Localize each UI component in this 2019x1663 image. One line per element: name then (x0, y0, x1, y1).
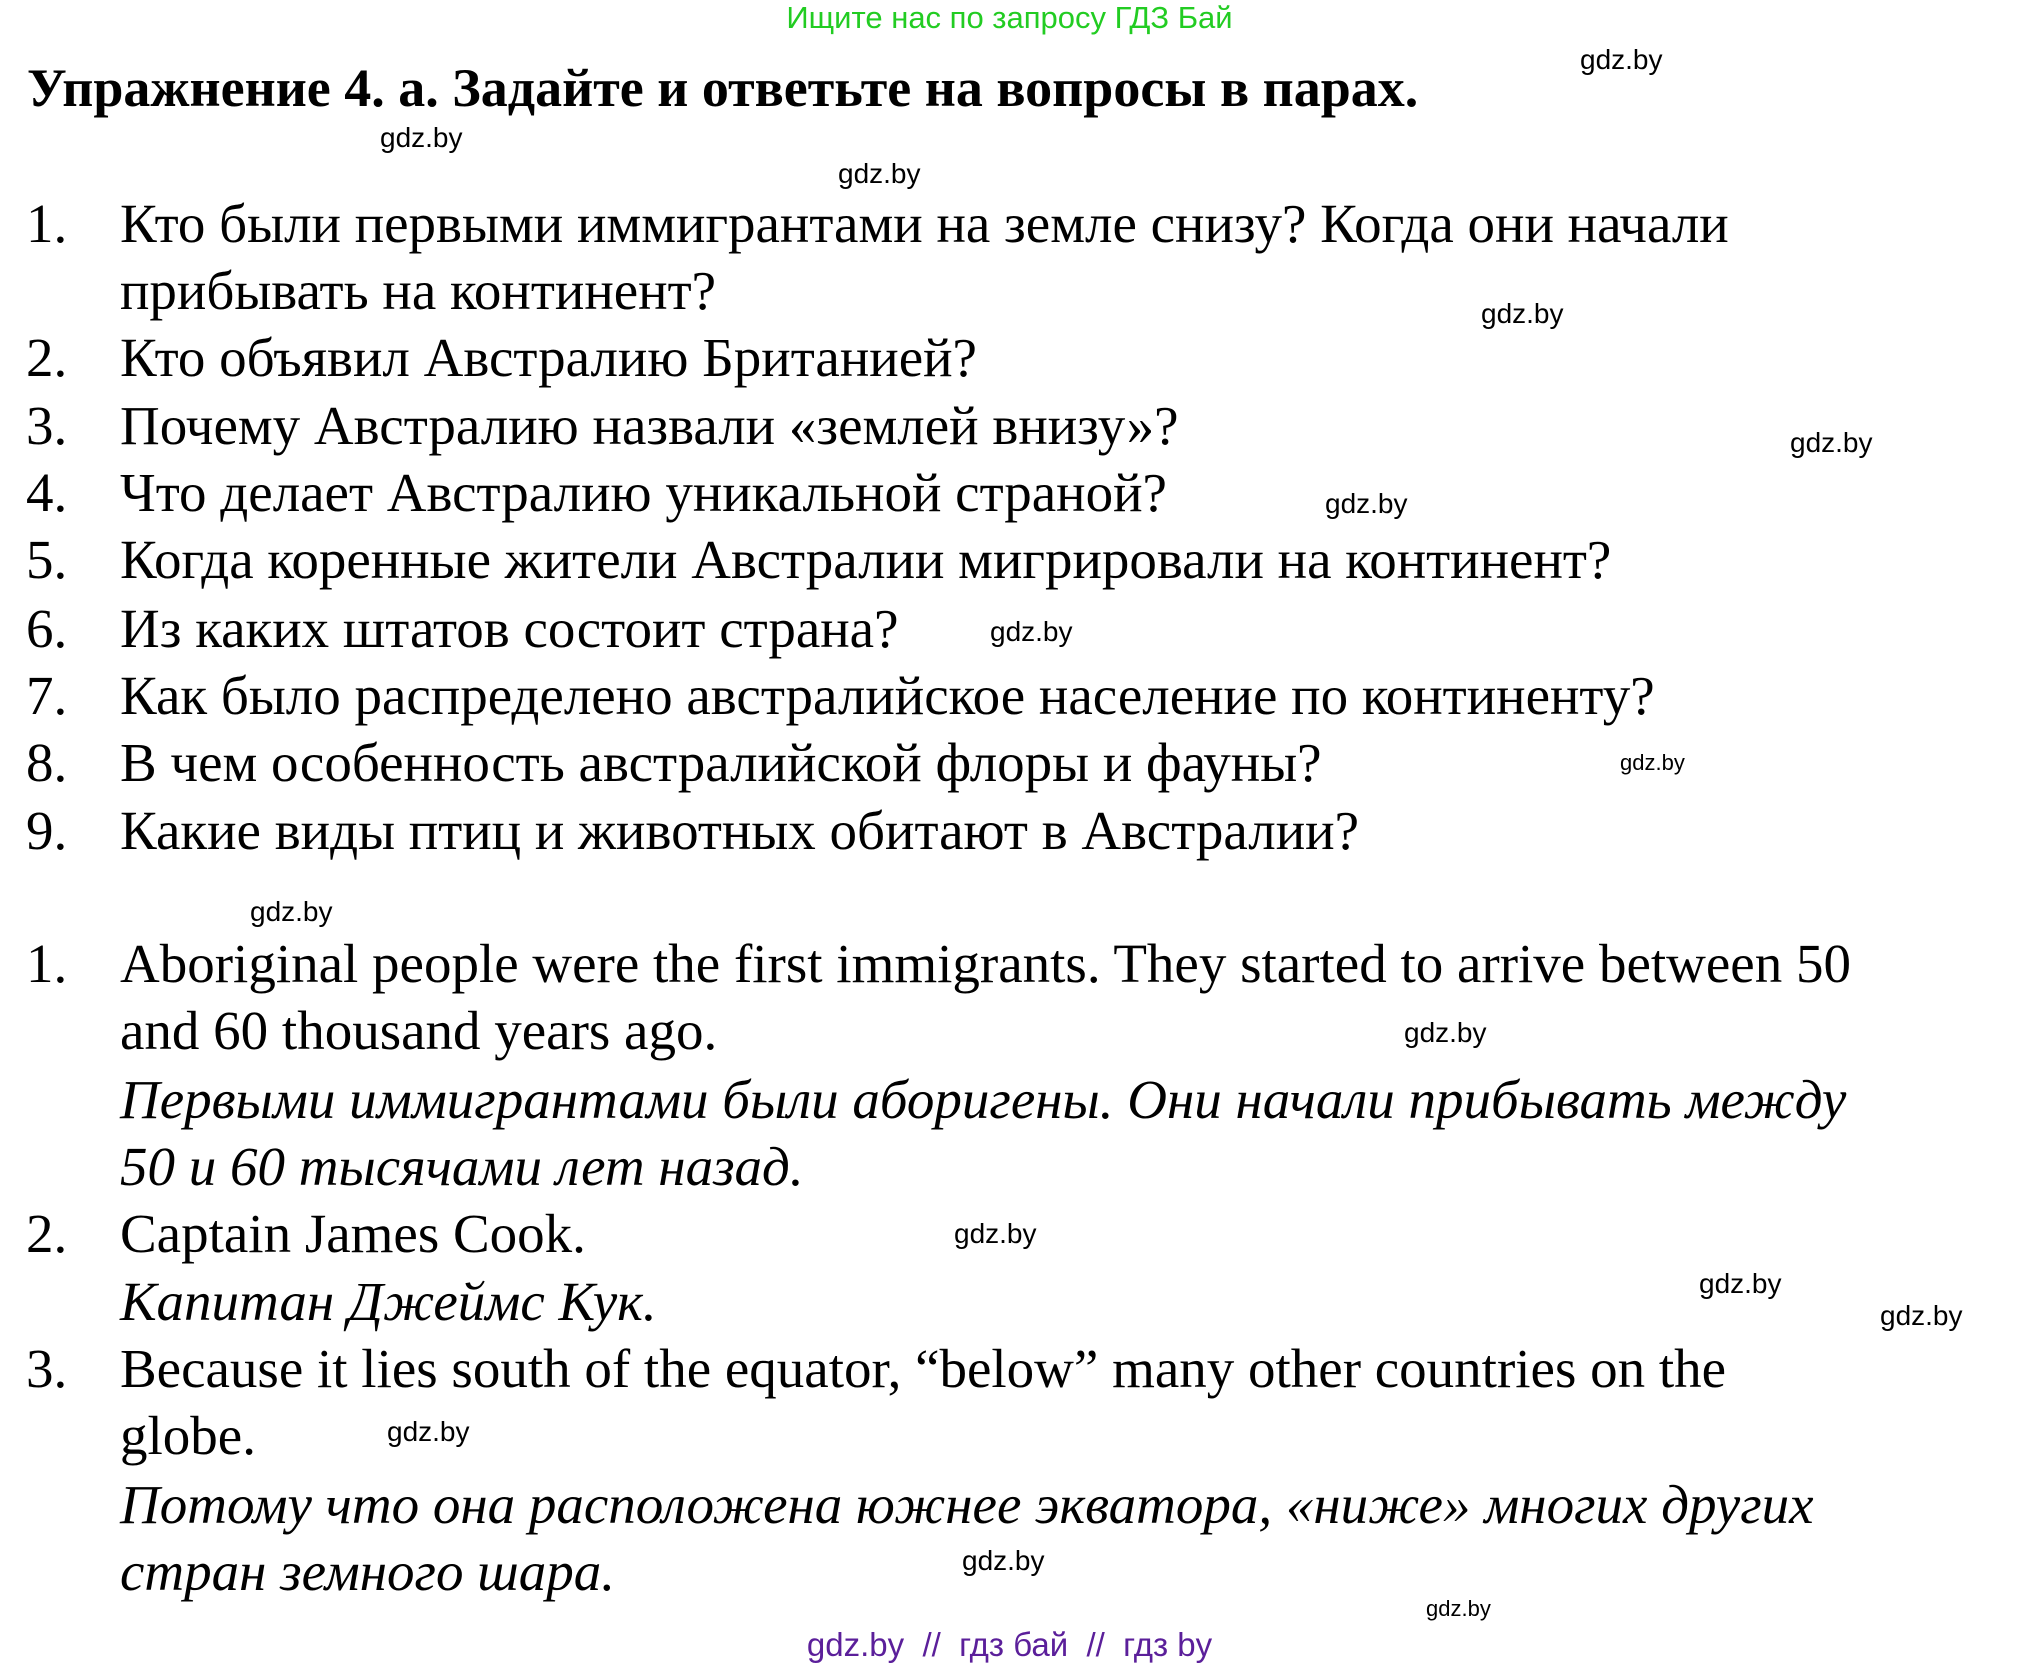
answer-english: Aboriginal people were the first immigrants. They started to arrive between 50 (120, 933, 1851, 994)
exercise-title: Упражнение 4. а. Задайте и ответьте на вопросы в парах. (27, 58, 1419, 118)
answer-translation: Потому что она расположена южнее экватора, «ниже» многих других (120, 1474, 1814, 1535)
answer-translation: Первыми иммигрантами были аборигены. Они начали прибывать между (120, 1069, 1847, 1130)
answer-english: globe. (120, 1405, 256, 1466)
question-text: В чем особенность австралийской флоры и фауны? (120, 732, 1322, 793)
watermark: gdz.by (1620, 750, 1685, 775)
footer-links: gdz.by // гдз бай // гдз by (806, 1626, 1213, 1663)
answer-translation: 50 и 60 тысячами лет назад. (120, 1136, 804, 1197)
question-text: Что делает Австралию уникальной страной? (120, 462, 1167, 523)
question-number: 9. (26, 800, 68, 861)
watermark: gdz.by (1481, 298, 1564, 329)
watermark: gdz.by (387, 1416, 470, 1447)
watermark: gdz.by (380, 122, 463, 153)
question-number: 5. (26, 529, 68, 590)
watermark: gdz.by (962, 1545, 1045, 1576)
question-text: прибывать на континент? (120, 260, 717, 321)
question-text: Кто были первыми иммигрантами на земле снизу? Когда они начали (120, 193, 1729, 254)
watermark: gdz.by (954, 1218, 1037, 1249)
question-text: Кто объявил Австралию Британией? (120, 327, 977, 388)
watermark: gdz.by (1580, 44, 1663, 75)
question-number: 4. (26, 462, 68, 523)
question-number: 6. (26, 598, 68, 659)
watermark: gdz.by (1790, 427, 1873, 458)
watermark: gdz.by (1699, 1268, 1782, 1299)
answer-number: 2. (26, 1203, 68, 1264)
watermark: gdz.by (990, 616, 1073, 647)
answer-number: 3. (26, 1338, 68, 1399)
answer-translation: Капитан Джеймс Кук. (120, 1271, 657, 1332)
watermark: gdz.by (1880, 1300, 1963, 1331)
question-number: 1. (26, 193, 68, 254)
watermark: gdz.by (838, 158, 921, 189)
watermark: gdz.by (1426, 1596, 1491, 1621)
answer-number: 1. (26, 933, 68, 994)
answer-english: Captain James Cook. (120, 1203, 586, 1264)
watermark: gdz.by (1325, 488, 1408, 519)
search-banner: Ищите нас по запросу ГДЗ Бай (786, 0, 1233, 35)
question-number: 3. (26, 395, 68, 456)
question-text: Из каких штатов состоит страна? (120, 598, 899, 659)
question-text: Какие виды птиц и животных обитают в Австралии? (120, 800, 1360, 861)
question-number: 8. (26, 732, 68, 793)
watermark: gdz.by (250, 896, 333, 927)
question-number: 2. (26, 327, 68, 388)
question-text: Когда коренные жители Австралии мигрировали на континент? (120, 529, 1612, 590)
answer-translation: стран земного шара. (120, 1541, 616, 1602)
question-number: 7. (26, 665, 68, 726)
watermark: gdz.by (1404, 1017, 1487, 1048)
question-text: Почему Австралию назвали «землей внизу»? (120, 395, 1179, 456)
question-text: Как было распределено австралийское население по континенту? (120, 665, 1655, 726)
answer-english: and 60 thousand years ago. (120, 1000, 718, 1061)
answer-english: Because it lies south of the equator, “below” many other countries on the (120, 1338, 1727, 1399)
